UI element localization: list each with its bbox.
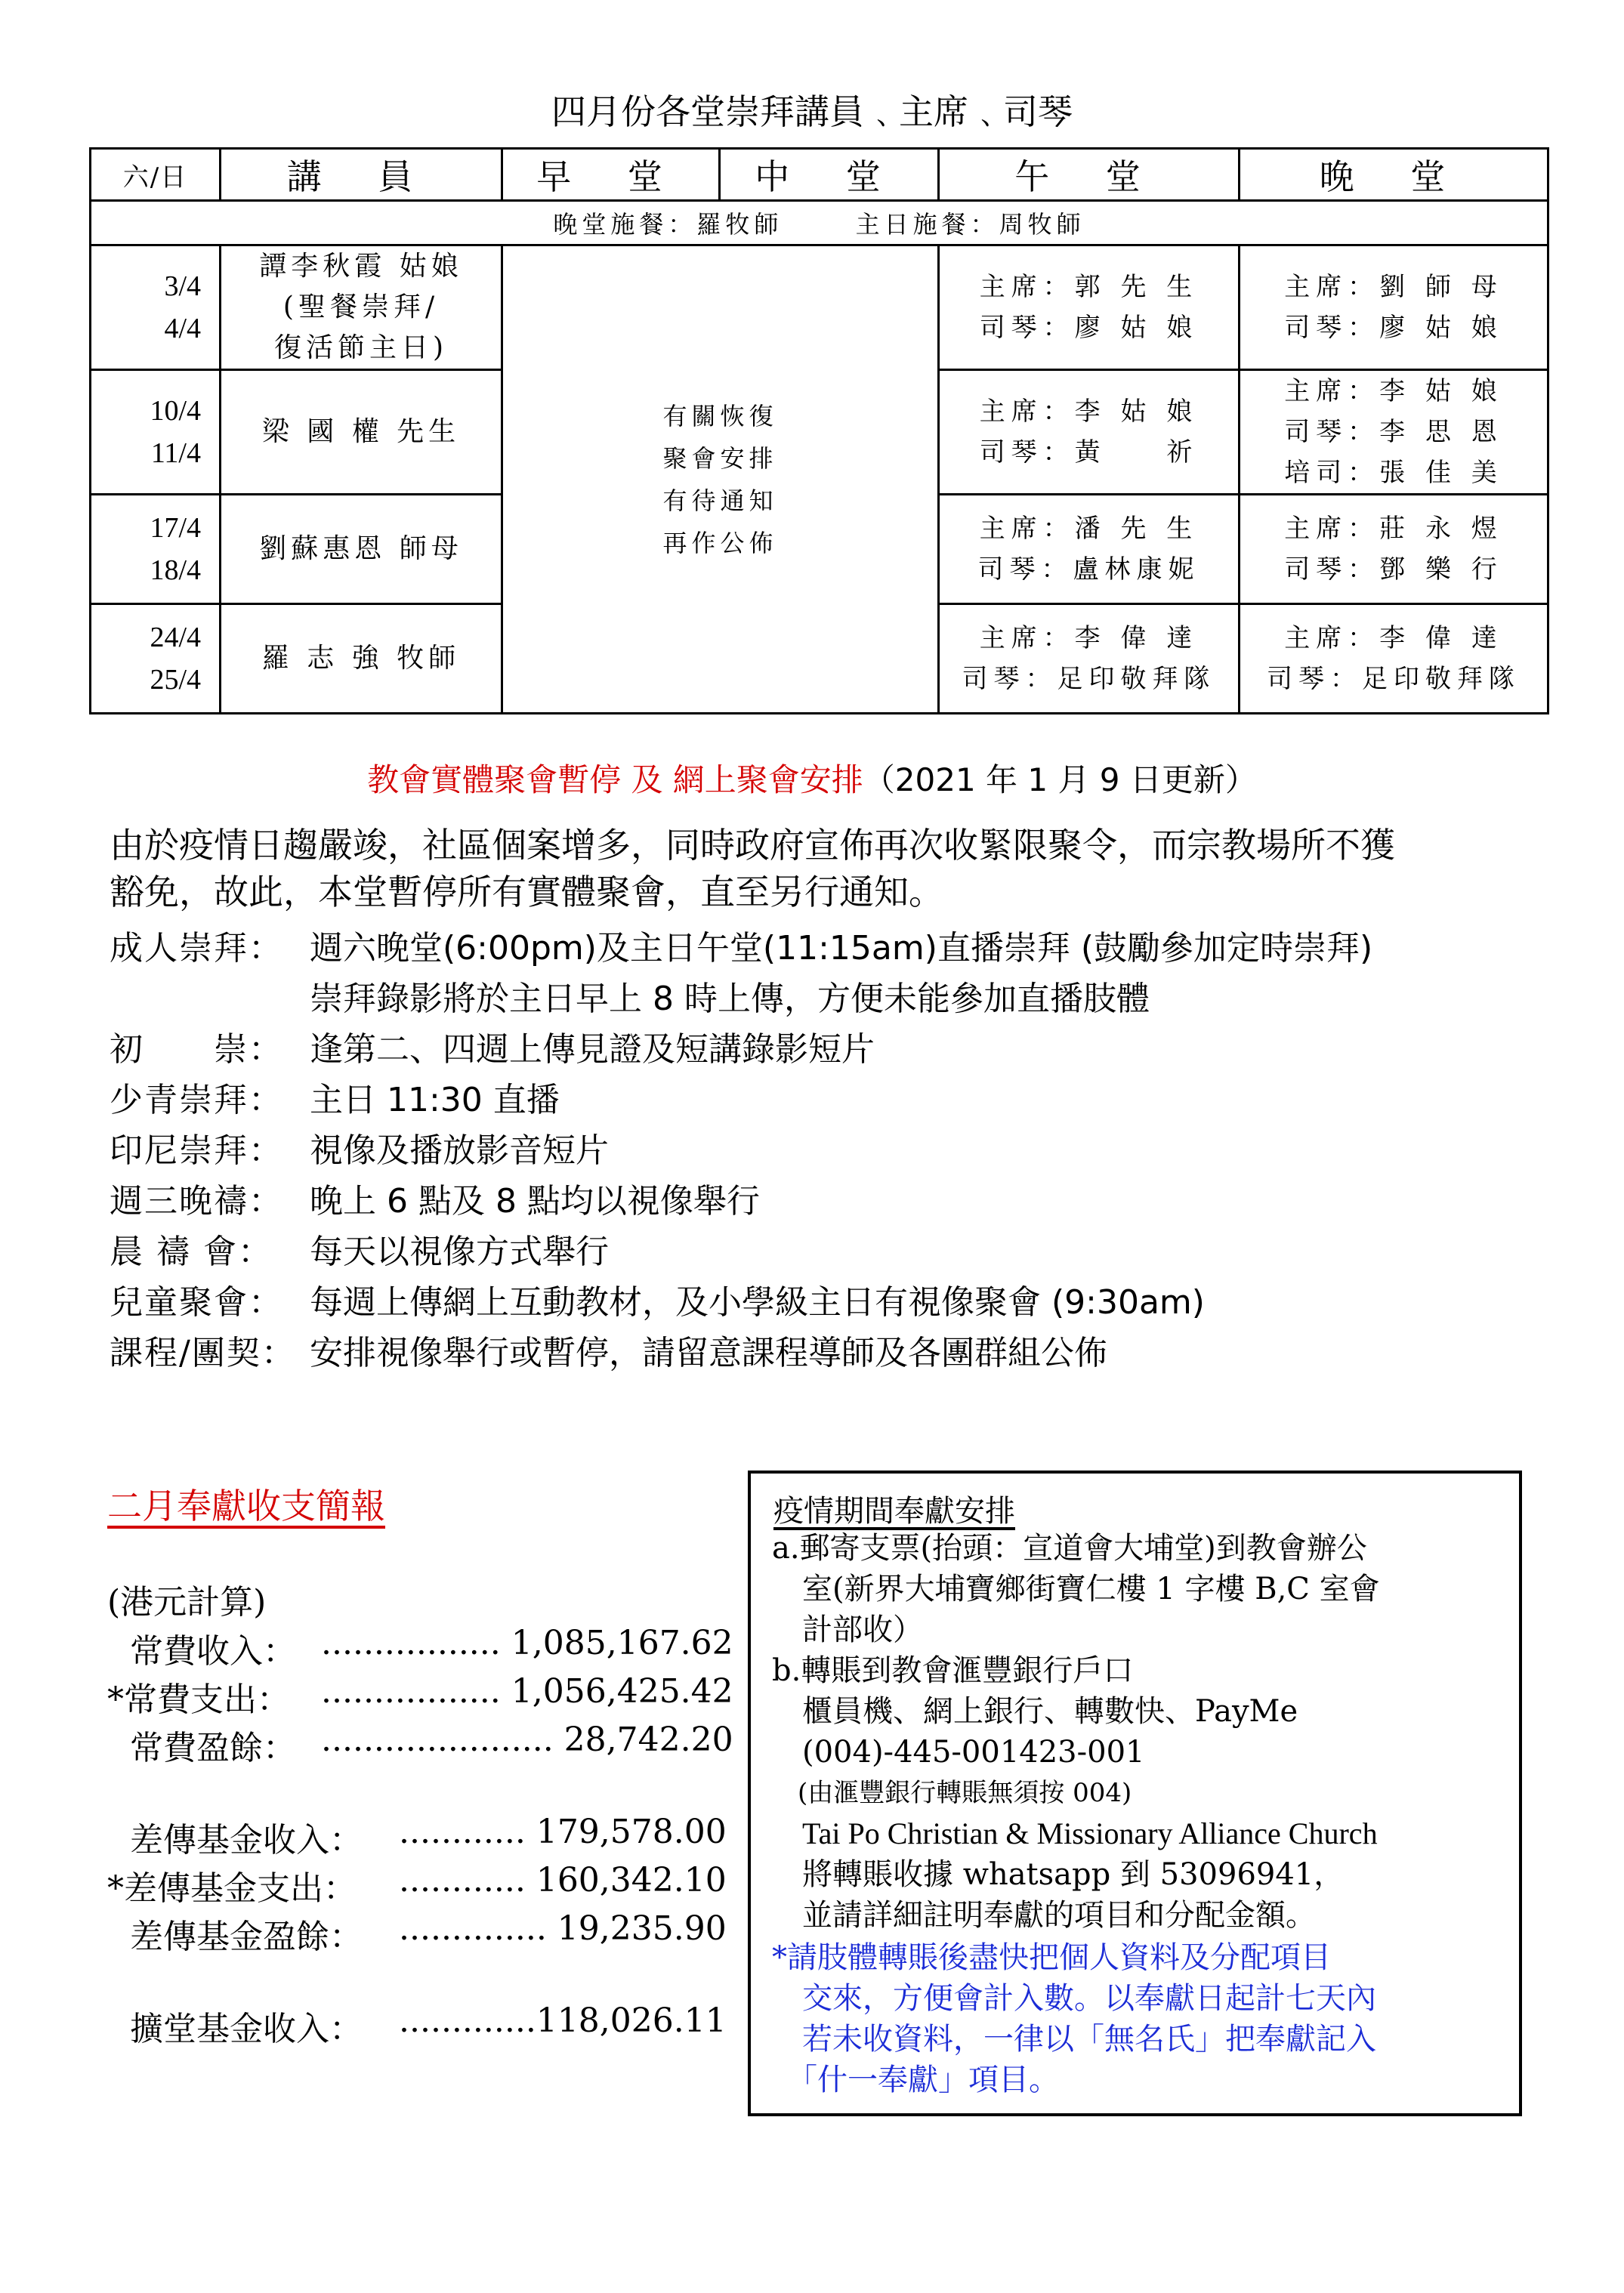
speaker: 譚李秋霞 姑娘 (259, 251, 463, 282)
speaker-note: 復活節主日) (273, 332, 449, 363)
item-text: 週六晚堂(6:00pm)及主日午堂(11:15am)直播崇拜 (鼓勵參加定時崇拜) (310, 929, 1373, 968)
speaker: 梁 國 權 先生 (261, 416, 461, 447)
finance-line (107, 2001, 363, 2050)
header-row (91, 149, 1548, 201)
offering-line: 將轉賬收據 whatsapp 到 53096941， (772, 1857, 1345, 1892)
tbd-cell: 有關恢復 聚會安排 有待通知 再作公佈 (502, 245, 939, 714)
chair: 主席：李 姑 娘 (1284, 376, 1503, 406)
offering-note: *請肢體轉賬後盡快把個人資料及分配項目 (772, 1940, 1331, 1975)
notice-title (0, 755, 1624, 801)
offering-line: 櫃員機、網上銀行、轉數快、PayMe (772, 1694, 1298, 1729)
list-item (110, 1176, 1545, 1227)
date: 4/4 (164, 313, 201, 344)
header-day: 六/日 (91, 149, 221, 201)
finance-value: ............ 179,578.00 (399, 1813, 727, 1851)
header-middle: 中 堂 (720, 149, 939, 201)
organist: 司琴：足印敬拜隊 (962, 664, 1216, 694)
item-label: 週三晚禱： (110, 1182, 283, 1221)
date: 25/4 (150, 664, 201, 696)
meal-evening: 晚堂施餐：羅牧師 (553, 210, 783, 239)
offering-line: 計部收） (772, 1613, 923, 1647)
date: 10/4 (150, 395, 201, 427)
item-label: 印尼崇拜： (110, 1131, 283, 1170)
date: 17/4 (150, 512, 201, 544)
list-item (110, 923, 1545, 1024)
header-evening: 晚 堂 (1240, 149, 1548, 201)
finance-line (107, 1672, 290, 1721)
chair: 主席：潘 先 生 (979, 514, 1199, 544)
finance-label: 差傳基金收入： (130, 1821, 363, 1859)
item-label: 初 崇： (110, 1030, 283, 1069)
item-text: 安排視像舉行或暫停，請留意課程導師及各團群組公佈 (310, 1334, 1107, 1372)
finance-line (107, 1813, 363, 1861)
organist: 司琴：黃 祈 (979, 437, 1199, 468)
list-item (110, 1125, 1545, 1176)
organist: 司琴：李 思 恩 (1284, 417, 1503, 447)
finance-value: .............. 19,235.90 (399, 1909, 727, 1948)
chair: 主席：劉 師 母 (1284, 272, 1503, 302)
item-label: 少青崇拜： (110, 1081, 283, 1119)
finance-label: 擴堂基金收入： (130, 2010, 363, 2048)
organist: 司琴：廖 姑 娘 (979, 313, 1199, 343)
offering-line: a.郵寄支票(抬頭：宣道會大埔堂)到教會辦公 (772, 1531, 1367, 1566)
page-title: 四月份各堂崇拜講員﹑主席﹑司琴 (551, 91, 1073, 132)
chair: 主席：李 偉 達 (1284, 623, 1503, 653)
finance-label: *常費支出： (107, 1680, 290, 1719)
item-label: 課程/團契： (110, 1334, 296, 1372)
date: 24/4 (150, 622, 201, 653)
finance-title: 二月奉獻收支簡報 (107, 1486, 385, 1526)
meal-row (91, 201, 1548, 245)
offering-line: (004)-445-001423-001 (772, 1735, 1145, 1770)
offering-line: Tai Po Christian & Missionary Alliance Church (772, 1816, 1378, 1850)
offering-note: 交來，方便會計入數。以奉獻日起計七天內 (772, 1981, 1376, 2016)
chair: 主席：李 偉 達 (979, 623, 1199, 653)
finance-line (107, 1721, 296, 1769)
item-text: 每週上傳網上互動教材，及小學級主日有視像聚會 (9:30am) (310, 1283, 1205, 1322)
list-item (110, 1227, 1545, 1277)
speaker: 劉蘇惠恩 師母 (259, 533, 463, 564)
organist: 司琴：鄧 樂 行 (1284, 554, 1503, 585)
accompanist: 培司：張 佳 美 (1284, 458, 1503, 488)
date: 3/4 (164, 270, 201, 302)
item-text: 崇拜錄影將於主日早上 8 時上傳，方便未能參加直播肢體 (310, 980, 1150, 1018)
chair: 主席：莊 永 煜 (1284, 514, 1503, 544)
schedule-table (89, 147, 1549, 714)
offering-line: (由滙豐銀行轉賬無須按 004) (772, 1778, 1132, 1808)
offering-line: 室(新界大埔寶鄉街寶仁樓 1 字樓 B,C 室會 (772, 1572, 1380, 1606)
finance-value: .............118,026.11 (399, 2001, 727, 2040)
offering-box (748, 1471, 1522, 2116)
date: 11/4 (150, 437, 201, 469)
finance-value: ................. 1,085,167.62 (321, 1624, 733, 1662)
speaker-note: (聖餐崇拜/ (283, 292, 440, 323)
date: 18/4 (150, 554, 201, 586)
notice-date: （2021 年 1 月 9 日更新） (863, 761, 1257, 798)
finance-label: 差傳基金盈餘： (130, 1918, 363, 1956)
chair: 主席：郭 先 生 (979, 272, 1199, 302)
list-item (110, 1277, 1545, 1328)
finance-line (107, 1909, 363, 1958)
item-text: 每天以視像方式舉行 (310, 1233, 609, 1271)
list-item (110, 1024, 1545, 1075)
offering-note: 若未收資料，一律以「無名氏」把奉獻記入 (772, 2022, 1376, 2057)
header-early: 早 堂 (502, 149, 720, 201)
item-label: 兒童聚會： (110, 1283, 283, 1322)
header-noon: 午 堂 (939, 149, 1240, 201)
finance-label: 常費收入： (130, 1632, 296, 1671)
offering-note: 「什一奉獻」項目。 (772, 2063, 1059, 2097)
item-text: 視像及播放影音短片 (310, 1131, 609, 1170)
organist: 司琴：廖 姑 娘 (1284, 313, 1503, 343)
finance-unit: (港元計算) (107, 1583, 267, 1622)
notice-title-text: 教會實體聚會暫停 及 網上聚會安排 (367, 761, 863, 798)
table-row (91, 245, 1548, 370)
finance-label: 常費盈餘： (130, 1729, 296, 1767)
service-list (110, 923, 1545, 1378)
finance-value: ................. 1,056,425.42 (321, 1672, 733, 1711)
list-item (110, 1075, 1545, 1125)
meal-sunday: 主日施餐：周牧師 (855, 210, 1085, 239)
item-label: 晨 禱 會： (110, 1233, 273, 1271)
offering-line: 並請詳細註明奉獻的項目和分配金額。 (772, 1898, 1316, 1933)
item-label: 成人崇拜： (110, 929, 283, 968)
speaker: 羅 志 強 牧師 (261, 643, 461, 674)
finance-value: ............ 160,342.10 (399, 1861, 727, 1900)
organist: 司琴：盧林康妮 (977, 554, 1200, 585)
item-text: 晚上 6 點及 8 點均以視像舉行 (310, 1182, 760, 1221)
offering-title: 疫情期間奉獻安排 (773, 1494, 1015, 1529)
notice-paragraph: 由於疫情日趨嚴竣，社區個案增多，同時政府宣佈再次收緊限聚令，而宗教場所不獲 豁免，故此，本堂暫停所有實體聚會，直至另行通知。 (110, 825, 1395, 912)
offering-line: b.轉賬到教會滙豐銀行戶口 (772, 1653, 1134, 1688)
item-text: 主日 11:30 直播 (310, 1081, 560, 1119)
finance-value: ...................... 28,742.20 (321, 1721, 733, 1759)
finance-line (107, 1861, 357, 1909)
finance-label: *差傳基金支出： (107, 1869, 357, 1908)
finance-line (107, 1624, 296, 1672)
chair: 主席：李 姑 娘 (979, 397, 1199, 427)
header-speaker: 講 員 (221, 149, 502, 201)
list-item (110, 1328, 1545, 1378)
organist: 司琴：足印敬拜隊 (1267, 664, 1521, 694)
item-text: 逢第二、四週上傳見證及短講錄影短片 (310, 1030, 875, 1069)
